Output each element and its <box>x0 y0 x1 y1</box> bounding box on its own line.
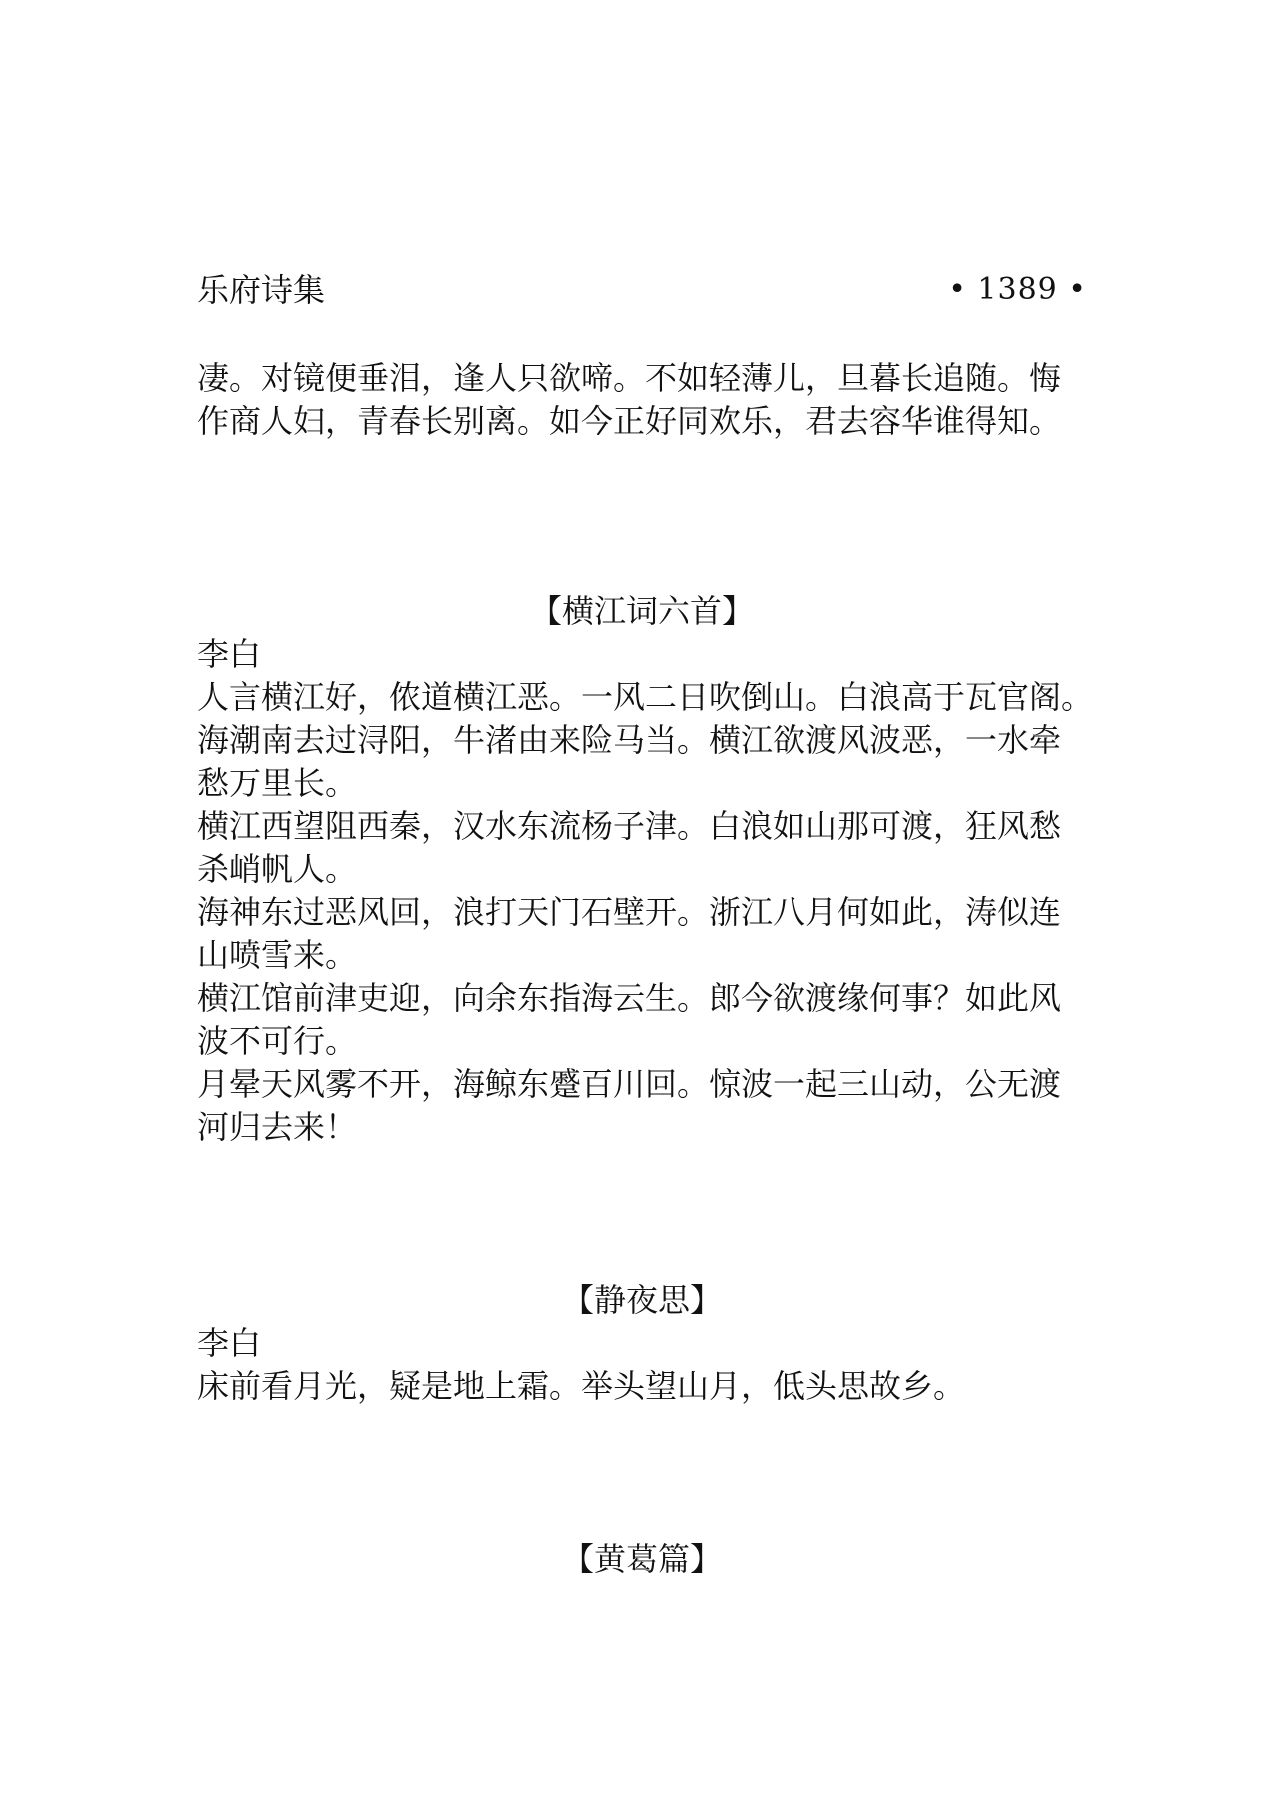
book-title: 乐府诗集 <box>197 271 326 309</box>
opening-passage <box>197 357 1117 443</box>
section-title: 【黄葛篇】 <box>561 1540 722 1578</box>
text-line: 月晕天风雾不开，海鲸东蹙百川回。惊波一起三山动，公无渡 <box>197 1065 1062 1103</box>
section-title: 【静夜思】 <box>561 1281 722 1319</box>
text-line: 河归去来！ <box>197 1108 358 1146</box>
text-line: 愁万里长。 <box>197 764 358 802</box>
text-line: 凄。对镜便垂泪，逢人只欲啼。不如轻薄儿，旦暮长追随。悔 <box>197 359 1062 397</box>
section-huanggepian <box>197 1538 1117 1581</box>
running-header <box>197 268 1087 312</box>
section-author: 李白 <box>197 635 262 673</box>
text-line: 横江西望阻西秦，汉水东流杨子津。白浪如山那可渡，狂风愁 <box>197 807 1062 845</box>
text-line: 横江馆前津吏迎，向余东指海云生。郎今欲渡缘何事？如此风 <box>197 979 1062 1017</box>
text-line: 杀峭帆人。 <box>197 850 358 888</box>
section-author: 李白 <box>197 1324 262 1362</box>
section-jingyesi <box>197 1279 1117 1408</box>
page-body <box>197 357 1117 1581</box>
text-line: 人言横江好，侬道横江恶。一风二日吹倒山。白浪高于瓦官阁。 <box>197 678 1094 716</box>
text-line: 波不可行。 <box>197 1022 358 1060</box>
text-line: 作商人妇，青春长别离。如今正好同欢乐，君去容华谁得知。 <box>197 402 1062 440</box>
text-line: 海神东过恶风回，浪打天门石壁开。浙江八月何如此，涛似连 <box>197 893 1062 931</box>
section-title: 【横江词六首】 <box>529 592 754 630</box>
text-line: 海潮南去过浔阳，牛渚由来险马当。横江欲渡风波恶，一水牵 <box>197 721 1062 759</box>
text-line: 床前看月光，疑是地上霜。举头望山月，低头思故乡。 <box>197 1367 966 1405</box>
section-hengjiangci <box>197 590 1117 1149</box>
text-line: 山喷雪来。 <box>197 936 358 974</box>
page-number: • 1389 • <box>948 272 1087 307</box>
